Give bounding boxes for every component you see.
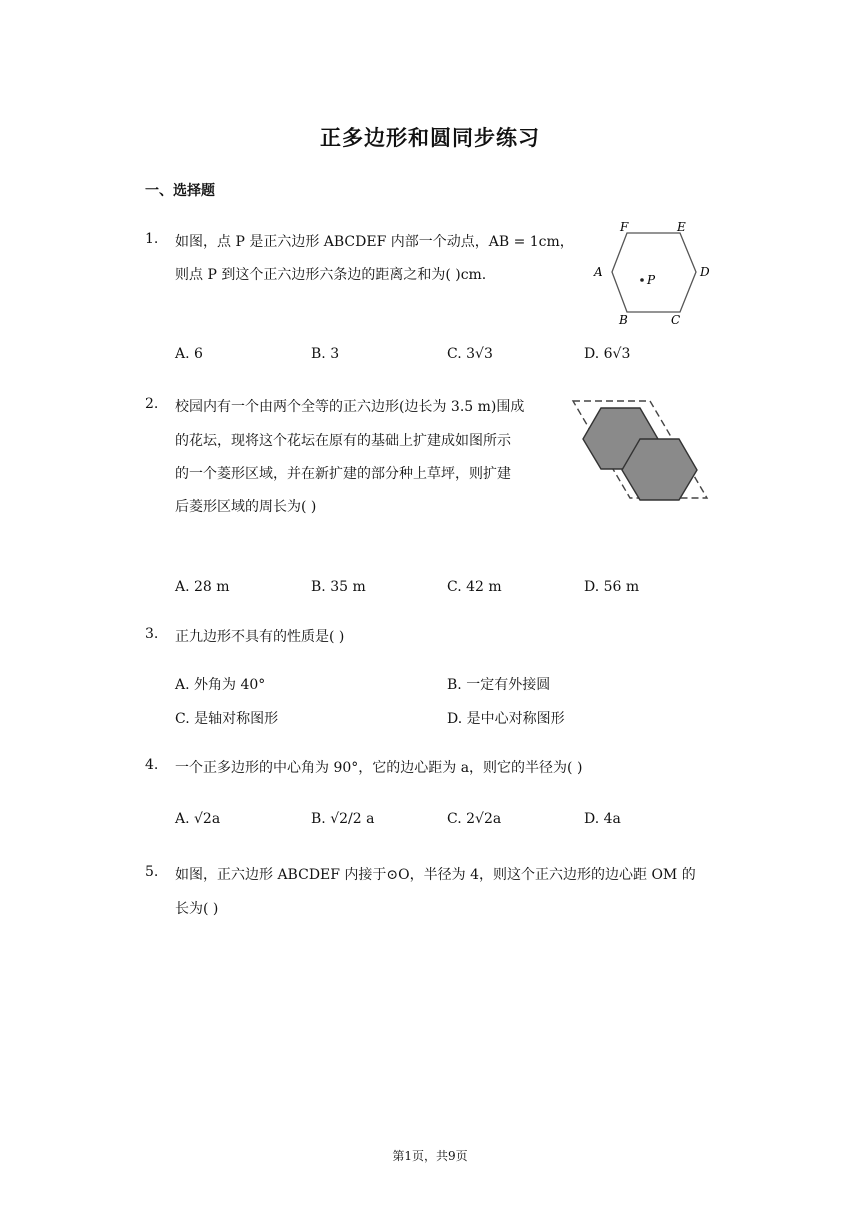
question-4-option-a[interactable]: A. √2a: [175, 811, 221, 827]
question-3-line-1: 正九边形不具有的性质是( ): [175, 629, 345, 645]
question-2-option-c[interactable]: C. 42 m: [447, 579, 502, 595]
page-title: 正多边形和圆同步练习: [320, 125, 540, 150]
figure-label-c: C: [671, 313, 681, 327]
question-5-line-2: 长为( ): [175, 901, 219, 917]
question-5-line-1: 如图，正六边形 ABCDEF 内接于⊙O，半径为 4，则这个正六边形的边心距 OM 的: [175, 867, 696, 883]
question-2-line-4: 后菱形区域的周长为( ): [175, 499, 317, 515]
question-4-option-d[interactable]: D. 4a: [584, 811, 621, 827]
question-4-line-1: 一个正多边形的中心角为 90°，它的边心距为 a，则它的半径为( ): [175, 760, 583, 776]
section-heading: 一、选择题: [145, 183, 215, 199]
question-4-option-b[interactable]: B. √2/2 a: [311, 811, 375, 827]
figure-label-e: E: [677, 220, 686, 234]
rhombus-flowerbed-figure: [568, 396, 714, 504]
question-3-option-b[interactable]: B. 一定有外接圆: [447, 677, 551, 693]
figure-label-p: P: [647, 273, 656, 287]
question-1-line-2: 则点 P 到这个正六边形六条边的距离之和为( )cm.: [175, 267, 487, 283]
figure-label-a: A: [594, 265, 603, 279]
figure-label-f: F: [620, 220, 629, 234]
question-2-line-1: 校园内有一个由两个全等的正六边形(边长为 3.5 m)围成: [175, 399, 525, 415]
question-1-option-b[interactable]: B. 3: [311, 346, 340, 362]
question-2-option-d[interactable]: D. 56 m: [584, 579, 640, 595]
question-1-option-c[interactable]: C. 3√3: [447, 346, 493, 362]
question-3-option-a[interactable]: A. 外角为 40°: [175, 677, 266, 693]
figure-label-b: B: [619, 313, 628, 327]
question-2-number: 2.: [145, 396, 159, 412]
question-4-option-c[interactable]: C. 2√2a: [447, 811, 502, 827]
question-5-number: 5.: [145, 864, 159, 880]
figure-label-d: D: [700, 265, 710, 279]
question-3-option-d[interactable]: D. 是中心对称图形: [447, 711, 565, 727]
page-footer: 第1页，共9页: [392, 1149, 468, 1163]
question-3-number: 3.: [145, 626, 159, 642]
hexagon-figure: [588, 214, 718, 330]
question-2-option-a[interactable]: A. 28 m: [175, 579, 230, 595]
question-2-option-b[interactable]: B. 35 m: [311, 579, 366, 595]
question-4-number: 4.: [145, 757, 159, 773]
question-1-option-d[interactable]: D. 6√3: [584, 346, 631, 362]
question-2-line-2: 的花坛，现将这个花坛在原有的基础上扩建成如图所示: [175, 433, 511, 449]
question-1-option-a[interactable]: A. 6: [175, 346, 203, 362]
question-3-option-c[interactable]: C. 是轴对称图形: [175, 711, 279, 727]
question-1-line-1: 如图，点 P 是正六边形 ABCDEF 内部一个动点，AB = 1cm，: [175, 234, 574, 250]
question-1-number: 1.: [145, 231, 159, 247]
question-2-line-3: 的一个菱形区域，并在新扩建的部分种上草坪，则扩建: [175, 466, 511, 482]
